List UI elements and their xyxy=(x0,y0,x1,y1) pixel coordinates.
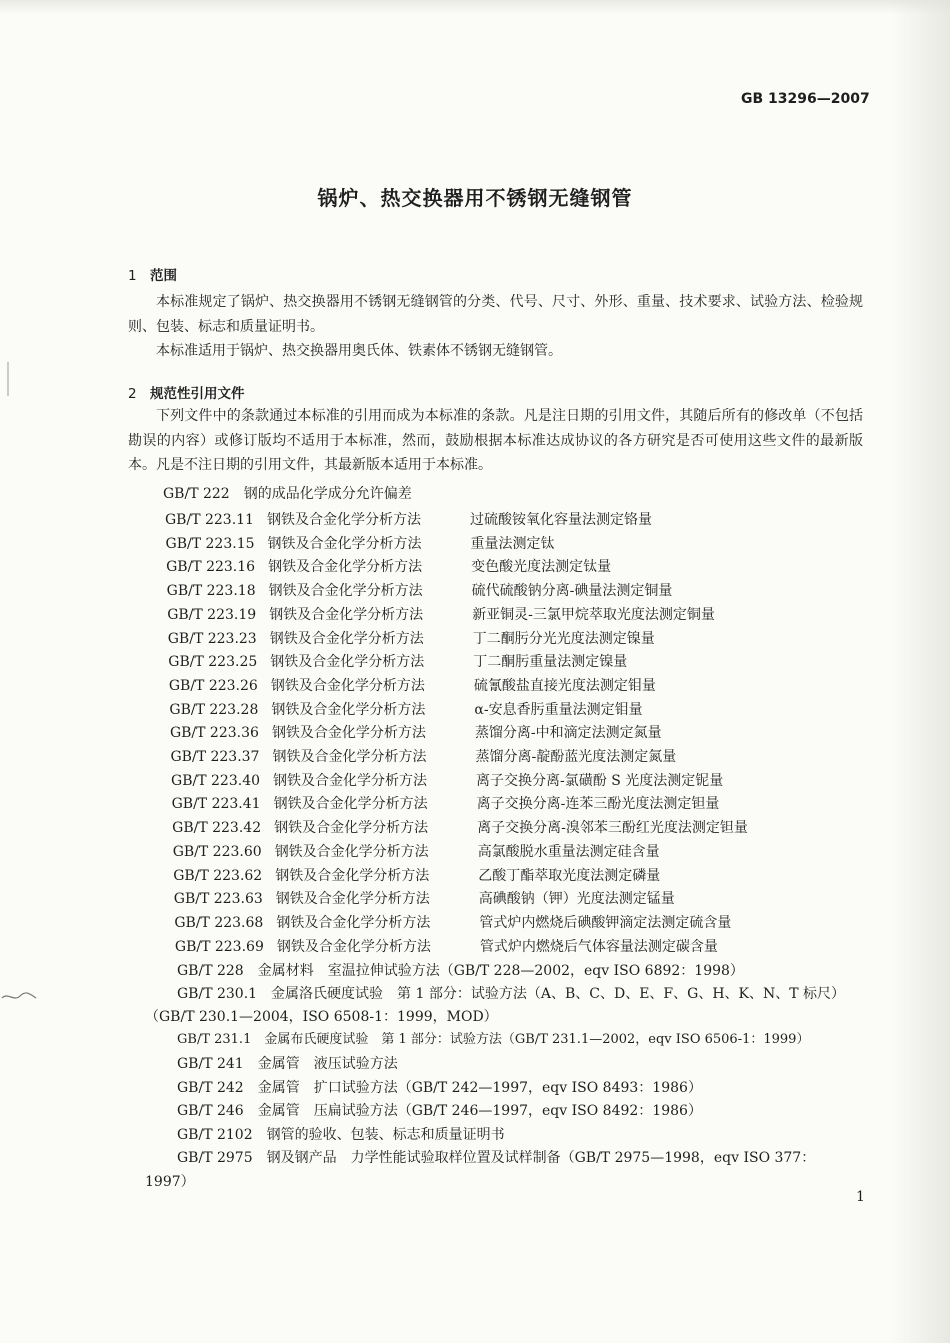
reference-category: 钢铁及合金化学分析方法 xyxy=(276,914,431,931)
reference-code: GB/T 223.19 xyxy=(167,606,257,623)
reference-method: 硫代硫酸钠分离-碘量法测定铜量 xyxy=(471,583,673,600)
reference-code: GB/T 223.63 xyxy=(173,891,263,908)
reference-code: GB/T 223.40 xyxy=(171,772,261,789)
reference-item: GB/T 2975 钢及钢产品 力学性能试验取样位置及试样制备（GB/T 2975—1998，eqv ISO 377： xyxy=(177,1150,816,1166)
reference-code: GB/T 223.42 xyxy=(172,820,262,837)
scan-shadow-top xyxy=(0,0,950,14)
reference-code: GB/T 223.11 xyxy=(165,512,254,528)
reference-method: 离子交换分离-连苯三酚光度法测定钽量 xyxy=(476,796,720,813)
reference-category: 钢铁及合金化学分析方法 xyxy=(275,891,430,908)
reference-code: GB/T 223.16 xyxy=(166,559,256,576)
standard-number: GB 13296—2007 xyxy=(741,91,870,107)
reference-category: 钢铁及合金化学分析方法 xyxy=(276,938,431,955)
reference-item-continuation: （GB/T 230.1—2004，ISO 6508-1：1999，MOD） xyxy=(145,1009,498,1025)
reference-method: 离子交换分离-溴邻苯三酚红光度法测定钽量 xyxy=(477,820,748,837)
reference-category: 钢铁及合金化学分析方法 xyxy=(273,772,428,789)
reference-method: 过硫酸铵氧化容量法测定铬量 xyxy=(470,512,652,528)
reference-code: GB/T 223.26 xyxy=(168,677,258,694)
reference-code: GB/T 223.18 xyxy=(166,583,256,600)
reference-item: GB/T 2102 钢管的验收、包装、标志和质量证明书 xyxy=(177,1127,505,1143)
reference-method: 蒸馏分离-靛酚蓝光度法测定氮量 xyxy=(475,749,677,765)
reference-category: 钢铁及合金化学分析方法 xyxy=(271,725,426,742)
reference-code: GB/T 223.23 xyxy=(167,630,257,647)
reference-method: 丁二酮肟分光光度法测定镍量 xyxy=(472,630,655,647)
section-1-heading xyxy=(128,264,177,284)
scan-smudge-mark xyxy=(0,980,40,1010)
reference-item: GB/T 228 金属材料 室温拉伸试验方法（GB/T 228—2002，eqv ISO 6892：1998） xyxy=(177,963,744,979)
reference-category: 钢铁及合金化学分析方法 xyxy=(269,630,424,647)
reference-category: 钢铁及合金化学分析方法 xyxy=(273,796,428,813)
section-title: 范围 xyxy=(150,268,177,284)
reference-code: GB/T 223.28 xyxy=(169,701,259,718)
reference-method: 乙酸丁酯萃取光度法测定磷量 xyxy=(478,867,661,884)
section-title: 规范性引用文件 xyxy=(150,386,245,402)
reference-item: GB/T 242 金属管 扩口试验方法（GB/T 242—1997，eqv ISO 8493：1986） xyxy=(177,1080,702,1096)
section-2-intro: 下列文件中的条款通过本标准的引用而成为本标准的条款。凡是注日期的引用文件，其随后所有的修改单（不包括勘误的内容）或修订版均不适用于本标准，然而，鼓励根据本标准达成协议的各方研究是否可使用这些文件的最新版本。凡是不注日期的引用文件，其最新版本适用于本标准。 xyxy=(128,408,863,473)
reference-item: GB/T 231.1 金属布氏硬度试验 第 1 部分：试验方法（GB/T 231.1—2002，eqv ISO 6506-1：1999） xyxy=(177,1032,810,1047)
section-1-paragraph-2: 本标准适用于锅炉、热交换器用奥氏体、铁素体不锈钢无缝钢管。 xyxy=(156,343,562,359)
section-1-paragraph-1: 本标准规定了锅炉、热交换器用不锈钢无缝钢管的分类、代号、尺寸、外形、重量、技术要求、试验方法、检验规则、包装、标志和质量证明书。 xyxy=(128,294,863,335)
scan-edge-mark xyxy=(4,360,12,400)
reference-method: 丁二酮肟重量法测定镍量 xyxy=(473,654,628,671)
section-number: 1 xyxy=(128,268,137,284)
reference-category: 钢铁及合金化学分析方法 xyxy=(271,701,426,718)
reference-code: GB/T 223.37 xyxy=(170,749,260,765)
reference-category: 钢铁及合金化学分析方法 xyxy=(269,606,424,623)
reference-item: GB/T 230.1 金属洛氏硬度试验 第 1 部分：试验方法（A、B、C、D、E、F、G、H、K、N、T 标尺） xyxy=(177,986,846,1002)
reference-method: 变色酸光度法测定钛量 xyxy=(471,559,612,576)
reference-method: 硫氰酸盐直接光度法测定钼量 xyxy=(473,677,656,694)
reference-code: GB/T 223.36 xyxy=(169,725,259,742)
reference-method: 管式炉内燃烧后气体容量法测定碳含量 xyxy=(479,938,718,955)
reference-category: 钢铁及合金化学分析方法 xyxy=(275,867,430,884)
reference-item: GB/T 222 钢的成品化学成分允许偏差 xyxy=(163,486,412,502)
reference-method: 离子交换分离-氯磺酚 S 光度法测定铌量 xyxy=(476,772,724,789)
reference-item: GB/T 241 金属管 液压试验方法 xyxy=(177,1056,398,1072)
section-2-heading xyxy=(128,382,245,402)
reference-method: 高碘酸钠（钾）光度法测定锰量 xyxy=(478,891,675,908)
reference-method: α-安息香肟重量法测定钼量 xyxy=(474,701,643,718)
reference-category: 钢铁及合金化学分析方法 xyxy=(272,749,427,765)
page-number: 1 xyxy=(856,1189,865,1205)
reference-method: 新亚铜灵-三氯甲烷萃取光度法测定铜量 xyxy=(472,606,715,623)
reference-category: 钢铁及合金化学分析方法 xyxy=(274,820,429,837)
reference-code: GB/T 223.15 xyxy=(165,535,255,552)
reference-code: GB/T 223.68 xyxy=(174,914,264,931)
reference-item: GB/T 246 金属管 压扁试验方法（GB/T 246—1997，eqv ISO 8492：1986） xyxy=(177,1103,702,1119)
reference-category: 钢铁及合金化学分析方法 xyxy=(270,654,425,671)
reference-category: 钢铁及合金化学分析方法 xyxy=(267,535,422,552)
reference-method: 重量法测定钛 xyxy=(470,535,555,552)
reference-method: 管式炉内燃烧后碘酸钾滴定法测定硫含量 xyxy=(479,914,732,931)
reference-code: GB/T 223.69 xyxy=(174,938,264,955)
reference-category: 钢铁及合金化学分析方法 xyxy=(268,559,423,576)
reference-code: GB/T 223.62 xyxy=(173,867,263,884)
section-number: 2 xyxy=(128,386,137,402)
reference-code: GB/T 223.25 xyxy=(168,654,258,671)
document-title: 锅炉、热交换器用不锈钢无缝钢管 xyxy=(317,186,633,210)
reference-category: 钢铁及合金化学分析方法 xyxy=(267,512,421,528)
reference-category: 钢铁及合金化学分析方法 xyxy=(274,843,429,860)
reference-item-continuation: 1997） xyxy=(145,1174,195,1190)
reference-method: 高氯酸脱水重量法测定硅含量 xyxy=(477,843,660,860)
reference-code: GB/T 223.60 xyxy=(172,843,262,860)
reference-category: 钢铁及合金化学分析方法 xyxy=(270,677,425,694)
reference-code: GB/T 223.41 xyxy=(171,796,261,813)
reference-category: 钢铁及合金化学分析方法 xyxy=(268,583,423,600)
reference-method: 蒸馏分离-中和滴定法测定氮量 xyxy=(474,725,662,742)
